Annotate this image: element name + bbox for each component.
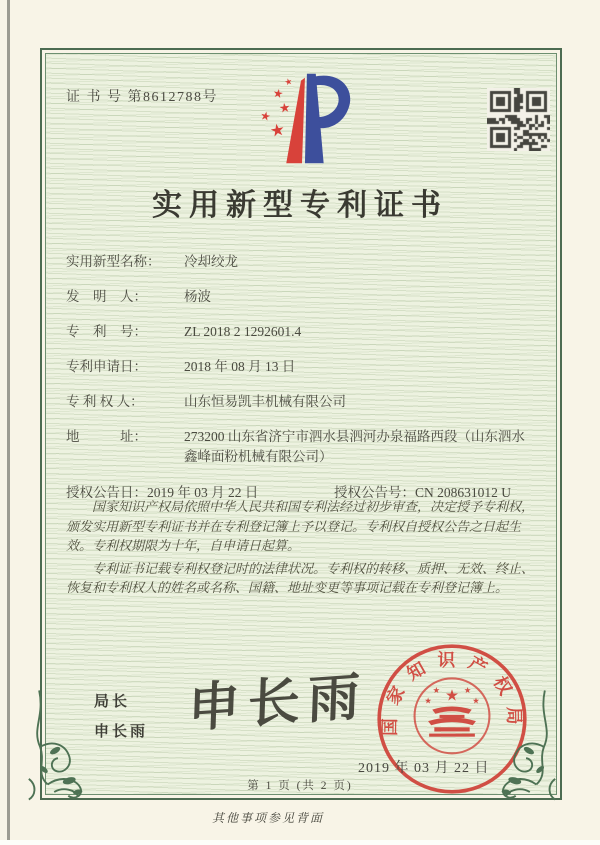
svg-text:★: ★ [283, 76, 294, 89]
field-label: 专利申请日： [66, 359, 147, 374]
director-signature: 申长雨 [187, 668, 369, 739]
svg-text:★: ★ [472, 695, 480, 706]
field-value: 273200 山东省济宁市泗水县泗河办泉福路西段（山东泗水鑫峰面粉机械有限公司） [184, 429, 525, 464]
cnipa-logo-icon [243, 60, 361, 178]
field-row-patent-number [66, 322, 538, 342]
director-title: 局长 [94, 694, 131, 710]
field-label: 发 明 人： [66, 289, 147, 304]
svg-text:★: ★ [424, 695, 432, 706]
field-label: 地 址： [66, 429, 147, 444]
field-value: 山东恒易凯丰机械有限公司 [184, 394, 346, 409]
page-number: 第 1 页 (共 2 页) [247, 780, 353, 792]
field-label: 专 利 号： [66, 324, 147, 339]
grant-no-value: CN 208631012 U [415, 485, 512, 500]
director-name: 申长雨 [94, 724, 149, 740]
svg-text:★: ★ [432, 685, 441, 695]
corner-flourish-icon [464, 686, 558, 804]
grant-no-label: 授权公告号： [334, 485, 415, 500]
legal-paragraph-2: 专利证书记载专利权登记时的法律状况。专利权的转移、质押、无效、终止、恢复和专利权人的姓名或名称、国籍、地址变更等事项记载在专利登记簿上。 [66, 560, 535, 595]
scan-edge-shadow [7, 0, 10, 845]
svg-text:★: ★ [268, 118, 287, 141]
legal-text [66, 497, 536, 601]
field-value: ZL 2018 2 1292601.4 [184, 324, 302, 339]
field-row-patentee [66, 392, 538, 412]
footer-note: 其他事项参见背面 [211, 811, 324, 825]
field-value: 冷却绞龙 [184, 254, 238, 269]
scan-edge-bottom [0, 840, 600, 845]
legal-paragraph-1: 国家知识产权局依照中华人民共和国专利法经过初步审查，决定授予专利权，颁发实用新型专利证书并在专利登记簿上予以登记。专利权自授权公告之日起生效。专利权期限为十年，自申请日起算。 [66, 499, 535, 553]
grant-date-label: 授权公告日： [66, 485, 147, 500]
seal-text: 国家知识产权局 [379, 649, 525, 737]
corner-flourish-icon [26, 686, 120, 804]
field-row-inventor [66, 287, 538, 307]
field-label: 专 利 权 人： [66, 394, 144, 409]
svg-text:★: ★ [463, 685, 472, 695]
field-value: 杨波 [184, 289, 211, 304]
field-row-name [66, 252, 538, 272]
svg-text:★: ★ [258, 108, 273, 125]
qr-code [487, 88, 550, 151]
svg-text:★: ★ [445, 686, 459, 705]
field-row-address [66, 427, 538, 467]
field-value: 2018 年 08 月 13 日 [184, 359, 296, 374]
grant-date-value: 2019 年 03 月 22 日 [147, 485, 259, 500]
field-label: 实用新型名称： [66, 254, 161, 269]
svg-text:★: ★ [278, 100, 292, 117]
field-row-filing-date [66, 357, 538, 377]
seal-date: 2019 年 03 月 22 日 [358, 761, 490, 776]
certificate-title: 实用新型专利证书 [152, 189, 448, 222]
certificate-fields [66, 252, 538, 503]
certificate-number: 证 书 号 第8612788号 [66, 90, 218, 105]
svg-text:★: ★ [271, 85, 285, 102]
